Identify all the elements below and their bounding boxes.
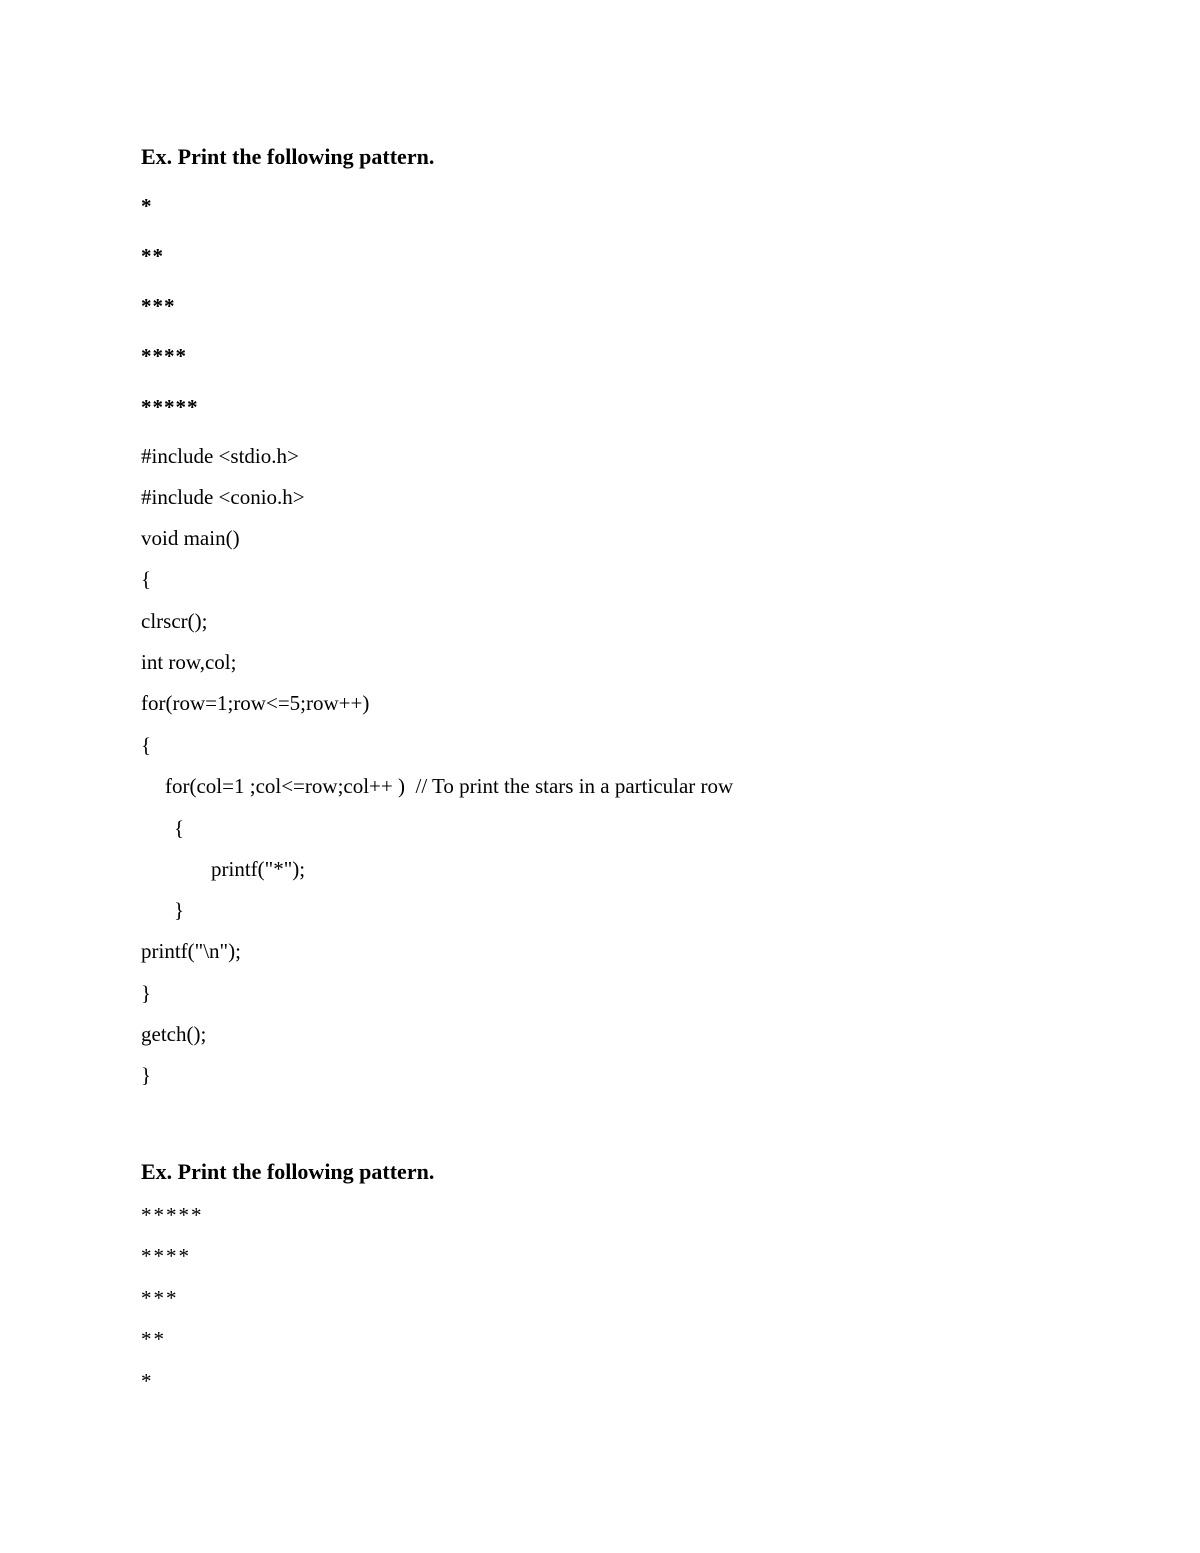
- code-line-14: }: [141, 981, 152, 1005]
- code-line-13: printf("\n");: [141, 939, 241, 963]
- pattern2-row-3: ***: [141, 1286, 179, 1310]
- pattern2-row-1: *****: [141, 1203, 204, 1227]
- code-line-9: for(col=1 ;col<=row;col++ ) // To print the stars in a particular row: [165, 774, 734, 798]
- code-line-12: }: [174, 898, 185, 922]
- code-line-15: getch();: [141, 1022, 207, 1046]
- code-line-16: }: [141, 1063, 152, 1087]
- code-line-8: {: [141, 733, 152, 757]
- code-line-11: printf("*");: [211, 857, 306, 881]
- pattern2-row-5: *: [141, 1369, 154, 1393]
- code-line-5: clrscr();: [141, 609, 208, 633]
- code-line-4: {: [141, 567, 152, 591]
- pattern1-row-5: *****: [141, 395, 199, 419]
- code-line-1: #include <stdio.h>: [141, 444, 299, 468]
- code-line-7: for(row=1;row<=5;row++): [141, 691, 370, 715]
- pattern2-row-2: ****: [141, 1244, 191, 1268]
- code-line-2: #include <conio.h>: [141, 485, 305, 509]
- section2-heading: Ex. Print the following pattern.: [141, 1159, 435, 1184]
- pattern1-row-1: *: [141, 194, 153, 218]
- pattern2-row-4: **: [141, 1327, 166, 1351]
- code-line-6: int row,col;: [141, 650, 237, 674]
- code-line-10: {: [174, 816, 185, 840]
- section1-heading: Ex. Print the following pattern.: [141, 144, 435, 169]
- pattern1-row-3: ***: [141, 294, 176, 318]
- pattern1-row-4: ****: [141, 344, 187, 368]
- pattern1-row-2: **: [141, 244, 164, 268]
- code-line-3: void main(): [141, 526, 240, 550]
